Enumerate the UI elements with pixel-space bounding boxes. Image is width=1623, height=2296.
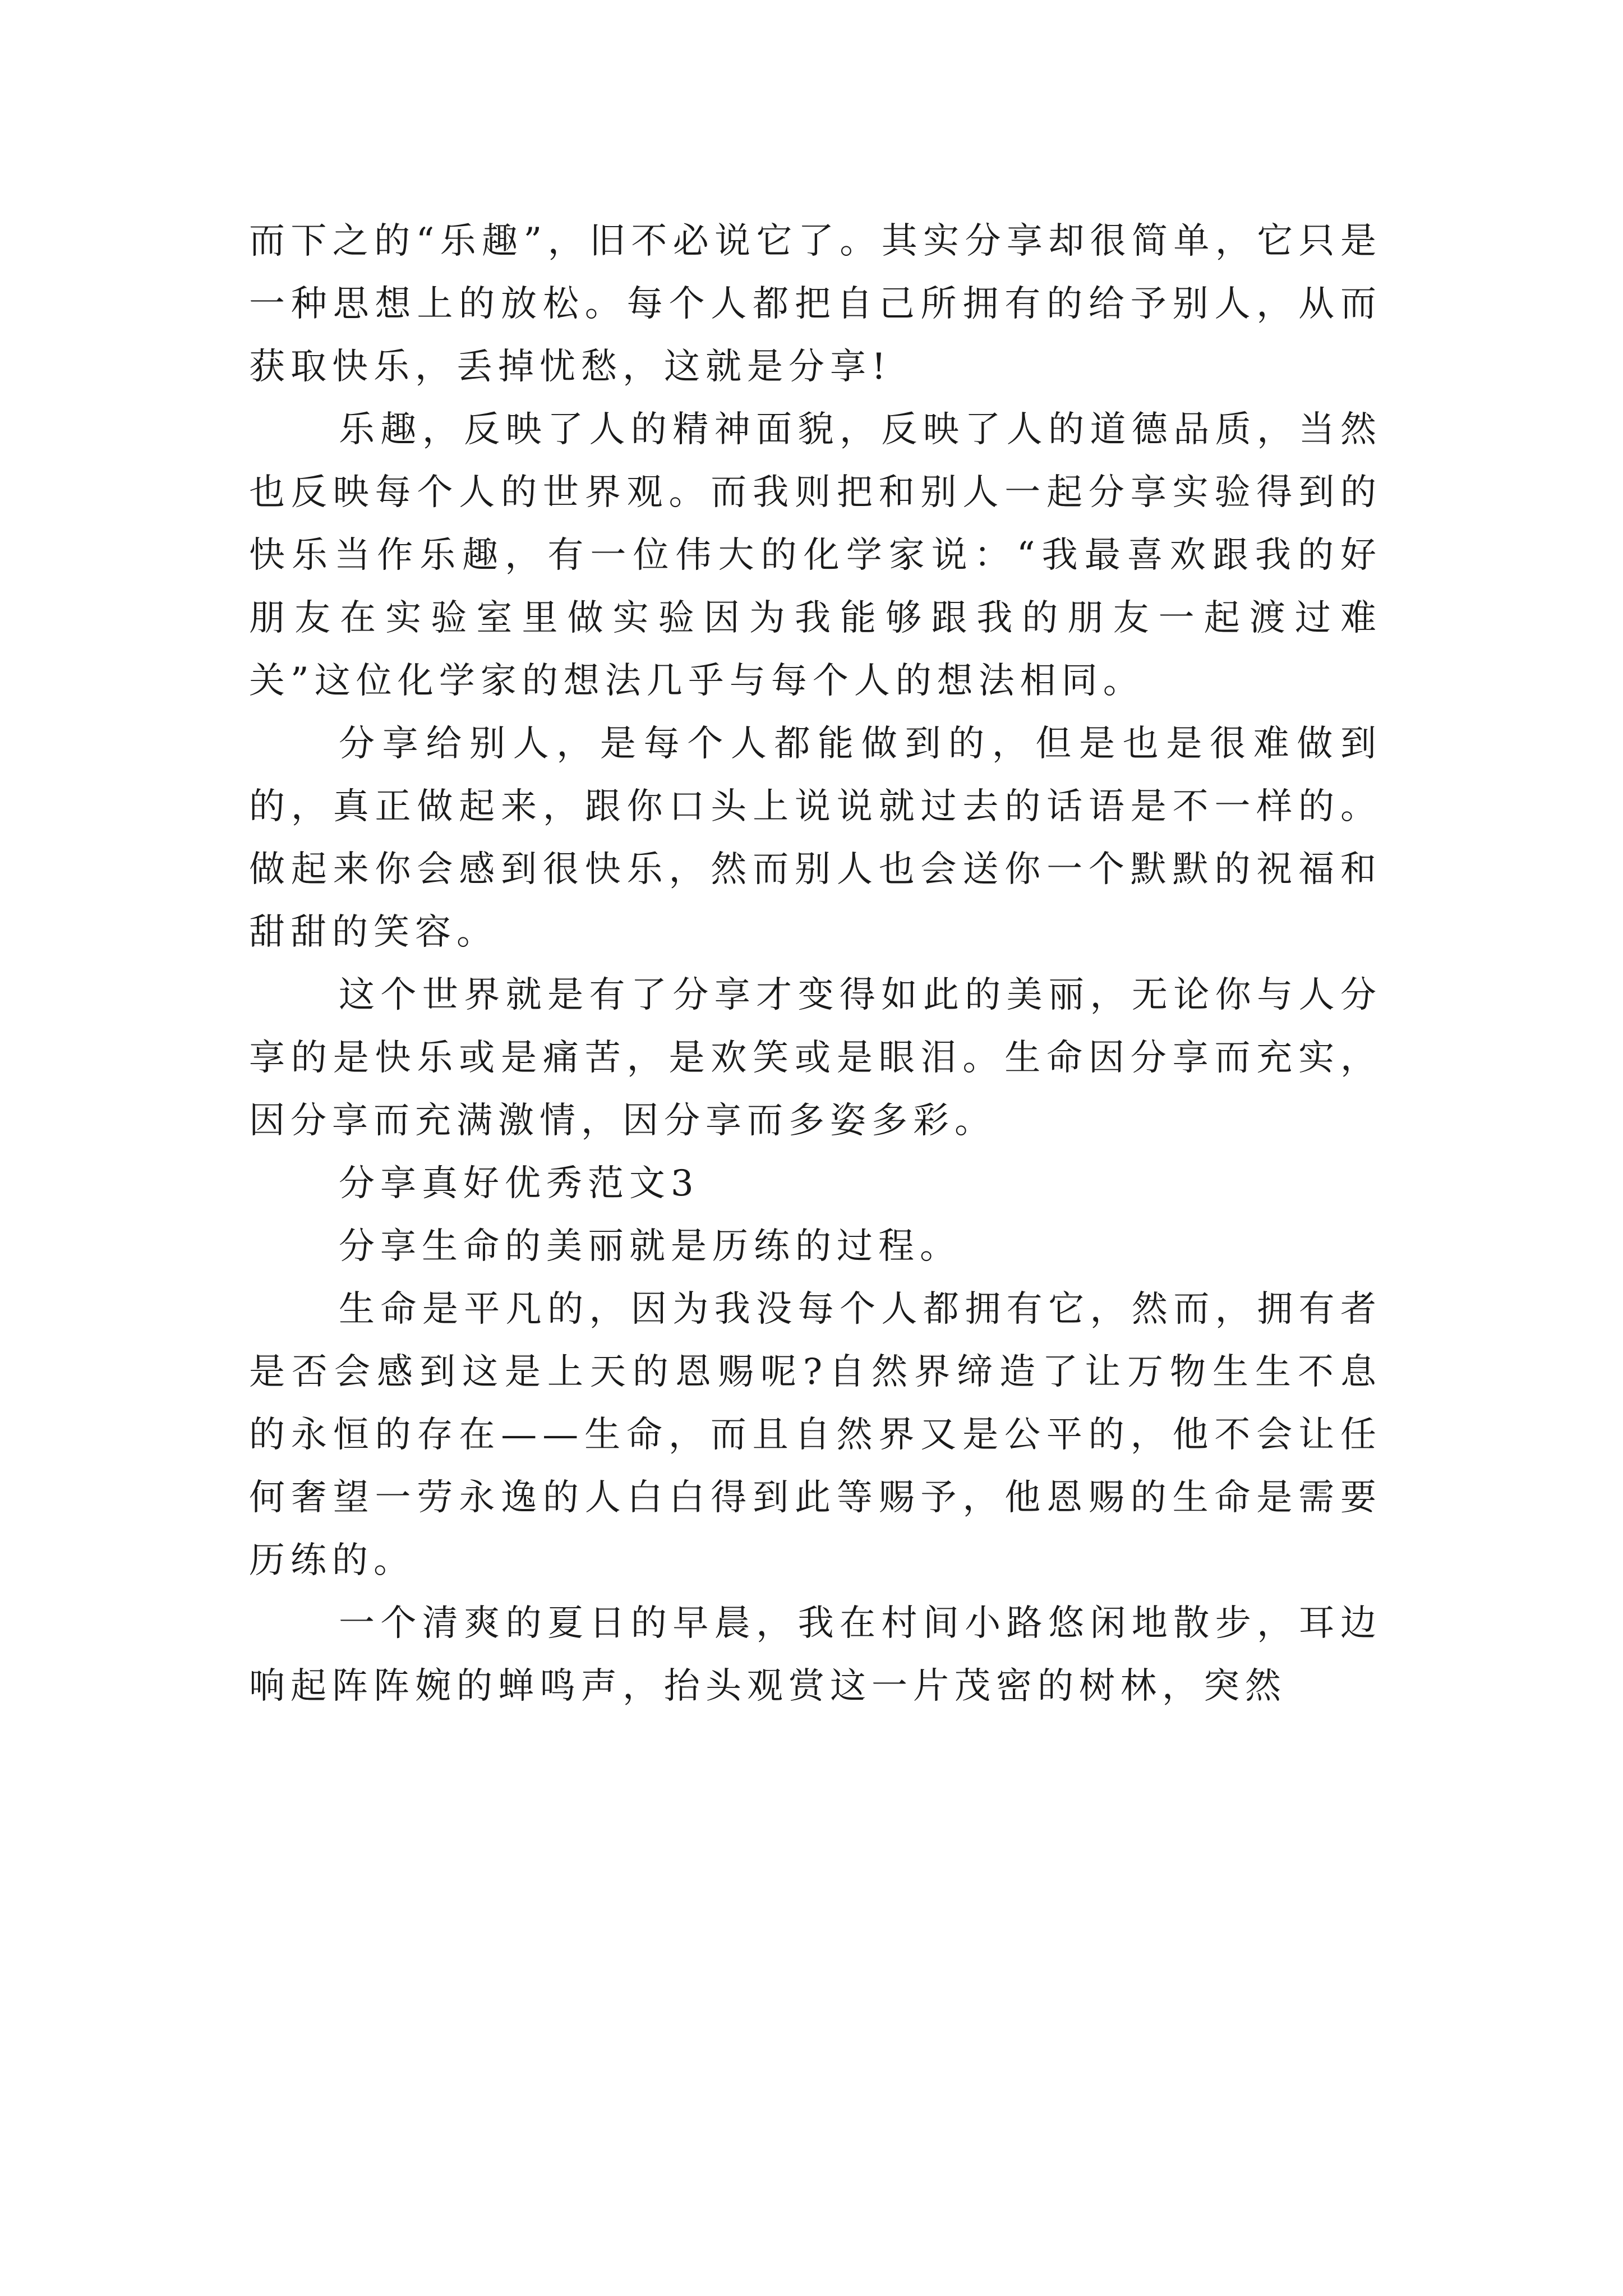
paragraph: 分享生命的美丽就是历练的过程。 bbox=[339, 1226, 961, 1267]
document-body bbox=[249, 210, 1382, 1718]
paragraph: 一个清爽的夏日的早晨，我在村间小路悠闲地散步，耳边响起阵阵婉的蝉鸣声，抬头观赏这一片茂密的树林，突然 bbox=[249, 1603, 1382, 1707]
paragraph: 分享给别人，是每个人都能做到的，但是也是很难做到的，真正做起来，跟你口头上说说就过去的话语是不一样的。做起来你会感到很快乐，然而别人也会送你一个默默的祝福和甜甜的笑容。 bbox=[249, 723, 1382, 953]
paragraph: 乐趣，反映了人的精神面貌，反映了人的道德品质，当然也反映每个人的世界观。而我则把和别人一起分享实验得到的快乐当作乐趣，有一位伟大的化学家说：“我最喜欢跟我的好朋友在实验室里做实验因为我能够跟我的朋友一起渡过难关”这位化学家的想法几乎与每个人的想法相同。 bbox=[249, 409, 1382, 702]
paragraph: 生命是平凡的，因为我没每个人都拥有它，然而，拥有者是否会感到这是上天的恩赐呢?自然界缔造了让万物生生不息的永恒的存在——生命，而且自然界又是公平的，他不会让任何奢望一劳永逸的人白白得到此等赐予，他恩赐的生命是需要历练的。 bbox=[249, 1289, 1382, 1581]
paragraph: 而下之的“乐趣”，旧不必说它了。其实分享却很简单，它只是一种思想上的放松。每个人都把自己所拥有的给予别人，从而获取快乐，丢掉忧愁，这就是分享! bbox=[249, 220, 1382, 388]
section-heading: 分享真好优秀范文3 bbox=[339, 1163, 699, 1204]
paragraph: 这个世界就是有了分享才变得如此的美丽，无论你与人分享的是快乐或是痛苦，是欢笑或是眼泪。生命因分享而充实，因分享而充满激情，因分享而多姿多彩。 bbox=[249, 974, 1382, 1142]
